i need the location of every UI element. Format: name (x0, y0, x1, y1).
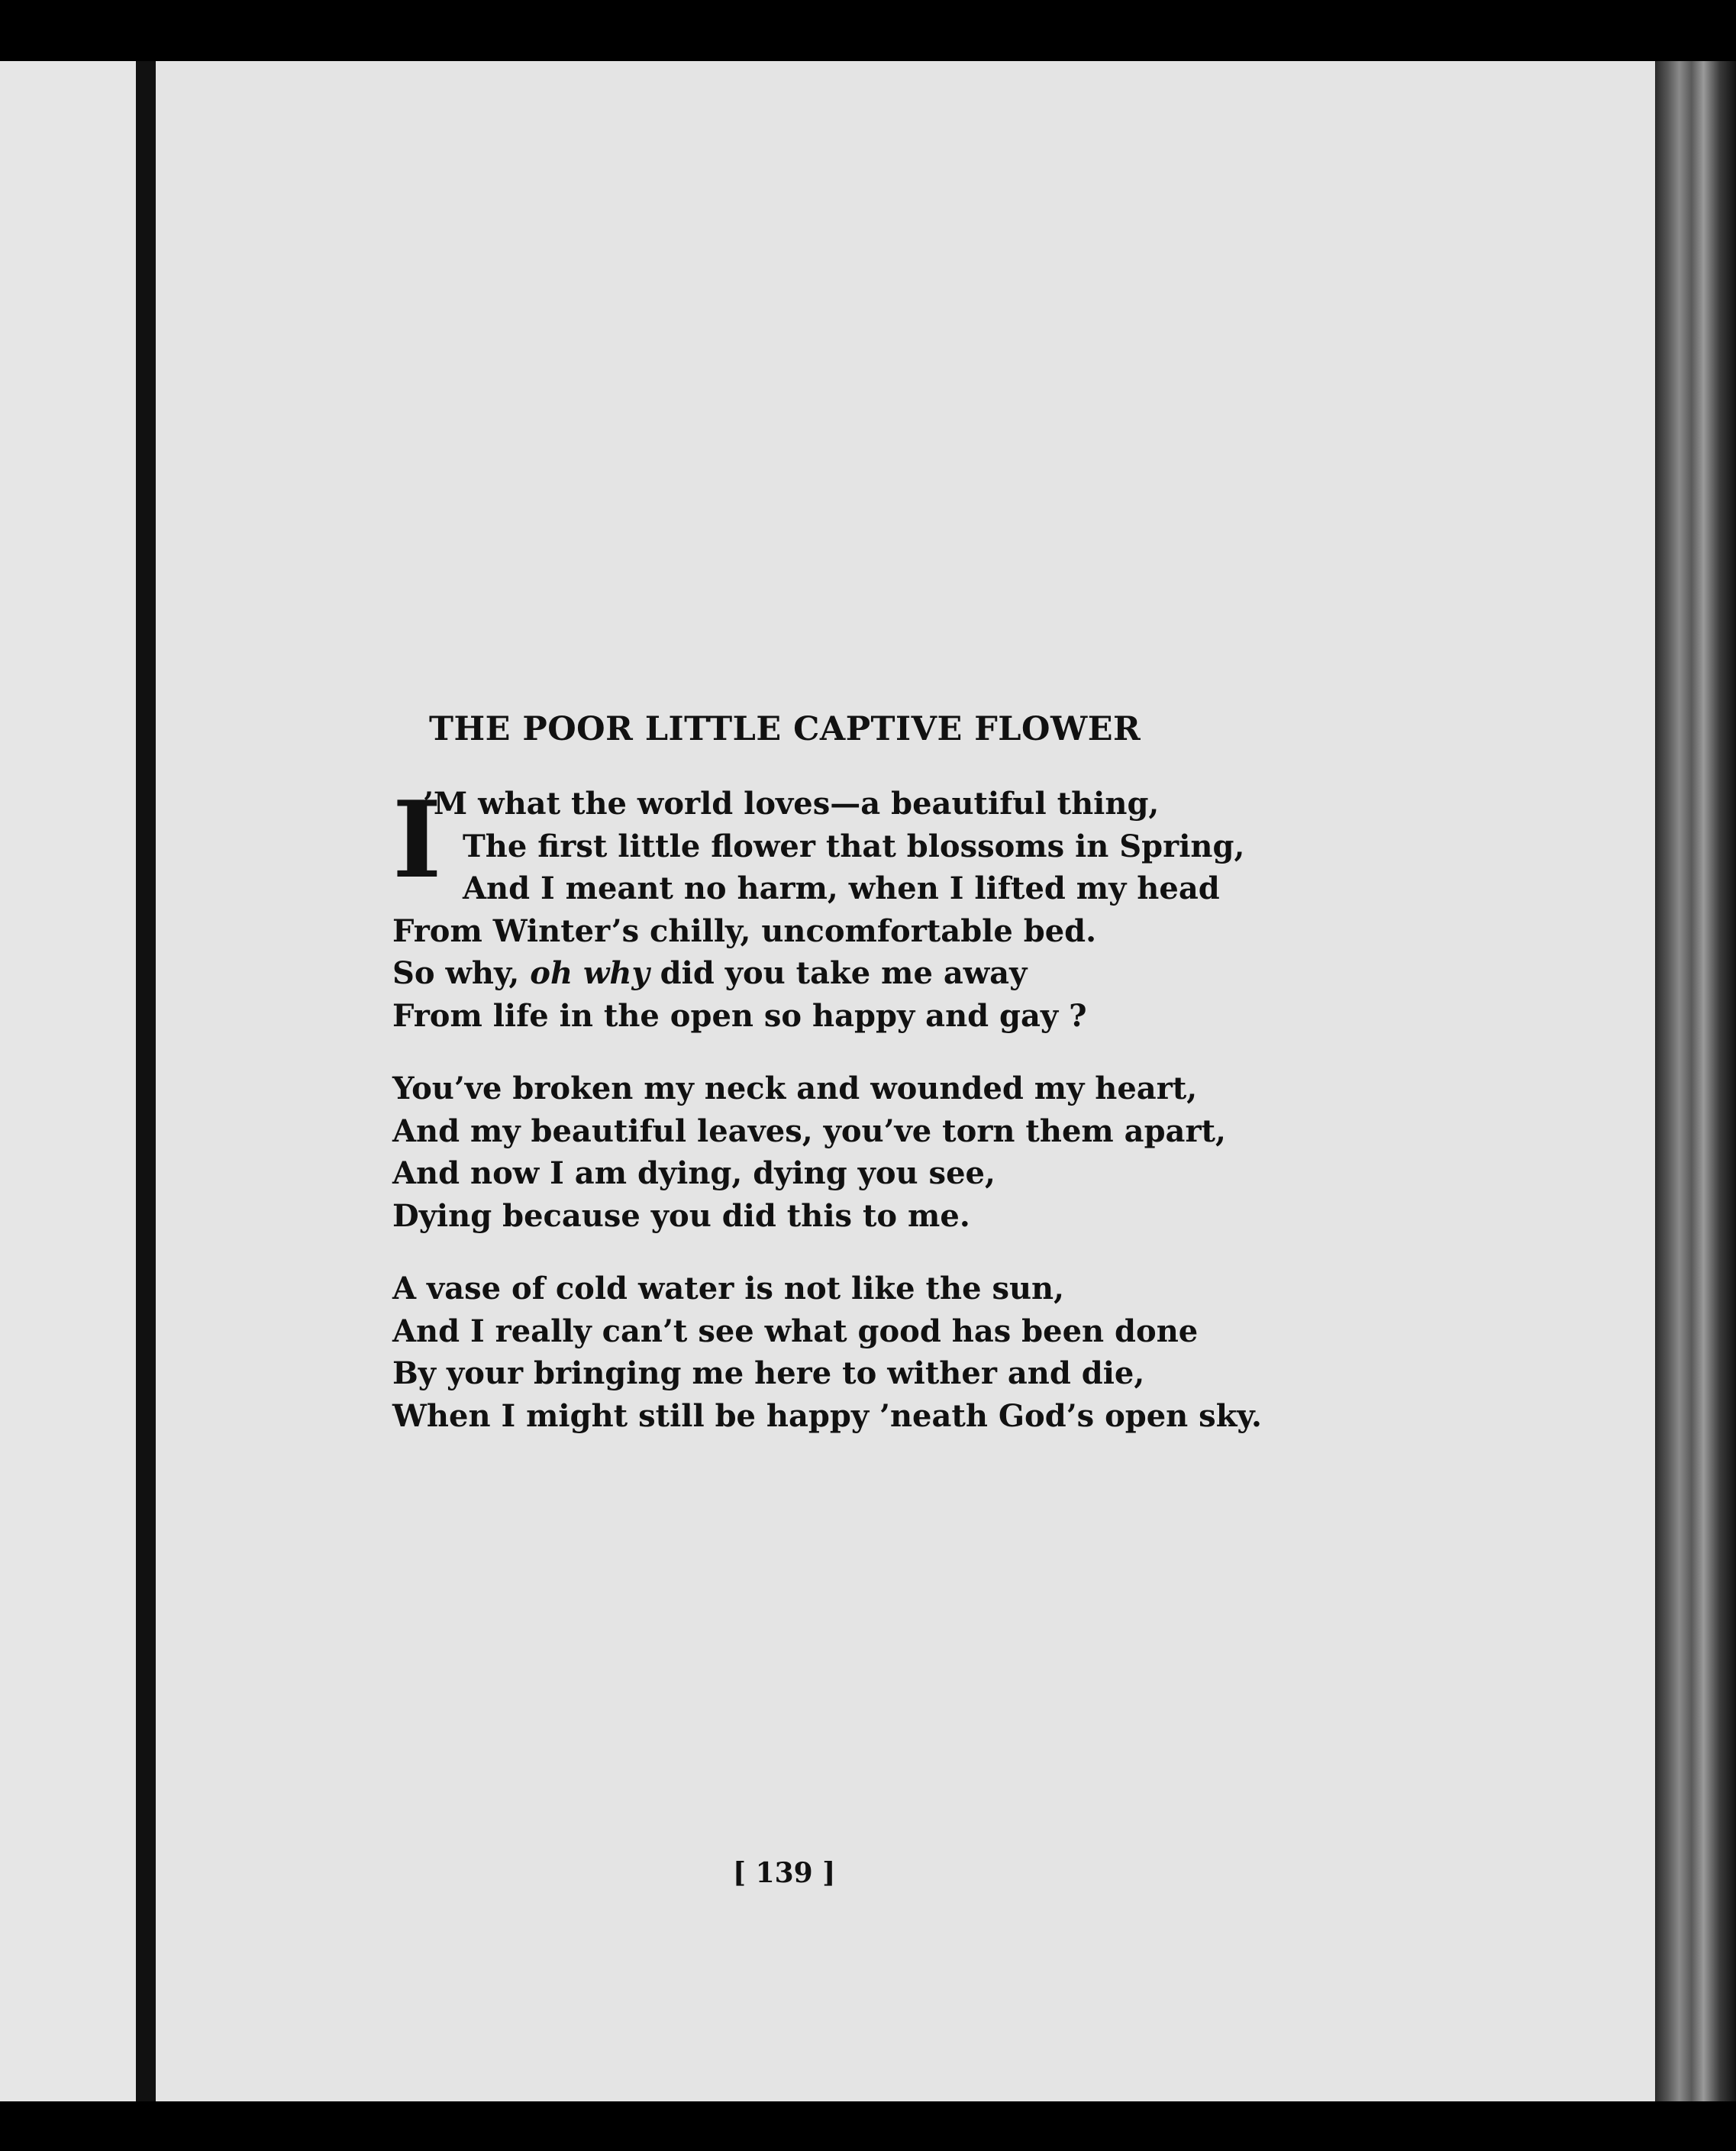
poem-line: When I might still be happy ’neath God’s open sky. (392, 1397, 1262, 1434)
poem-line: You’ve broken my neck and wounded my heart, (392, 1071, 1198, 1106)
poem-body (392, 777, 1308, 1468)
poem-line: And my beautiful leaves, you’ve torn them apart, (392, 1113, 1226, 1149)
page-number: [ 139 ] (733, 1857, 836, 1889)
poem-line-text: did you take me away (649, 955, 1028, 991)
drop-cap: I (392, 777, 442, 902)
poem-line: By your bringing me here to wither and die, (392, 1355, 1145, 1391)
poem-line: And I really can’t see what good has been done (392, 1313, 1199, 1349)
poem-line: And now I am dying, dying you see, (392, 1155, 995, 1191)
poem-line: Dying because you did this to me. (392, 1197, 970, 1234)
poem-line: A vase of cold water is not like the sun, (392, 1271, 1065, 1306)
stanza-1 (392, 777, 1308, 1037)
poem-line: From life in the open so happy and gay ? (392, 997, 1087, 1034)
opening-lines (392, 777, 1308, 910)
left-facing-page-edge (0, 61, 137, 2101)
poem-line-text: So why, (392, 955, 531, 991)
emphasized-text: oh why (530, 955, 650, 991)
poem-title: THE POOR LITTLE CAPTIVE FLOWER (429, 710, 1141, 748)
poem-line: ’M what the world loves—a beautiful thing, (423, 786, 1160, 822)
book-spine-shadow (136, 61, 156, 2101)
stanza-2 (392, 1067, 1308, 1237)
page-fore-edge (1655, 61, 1736, 2101)
poem-line: And I meant no harm, when I lifted my head (463, 870, 1220, 906)
poem-line: The first little flower that blossoms in Spring, (463, 828, 1245, 864)
stanza-3 (392, 1268, 1308, 1437)
poem-line (392, 952, 1308, 995)
poem-line: From Winter’s chilly, uncomfortable bed. (392, 912, 1097, 949)
